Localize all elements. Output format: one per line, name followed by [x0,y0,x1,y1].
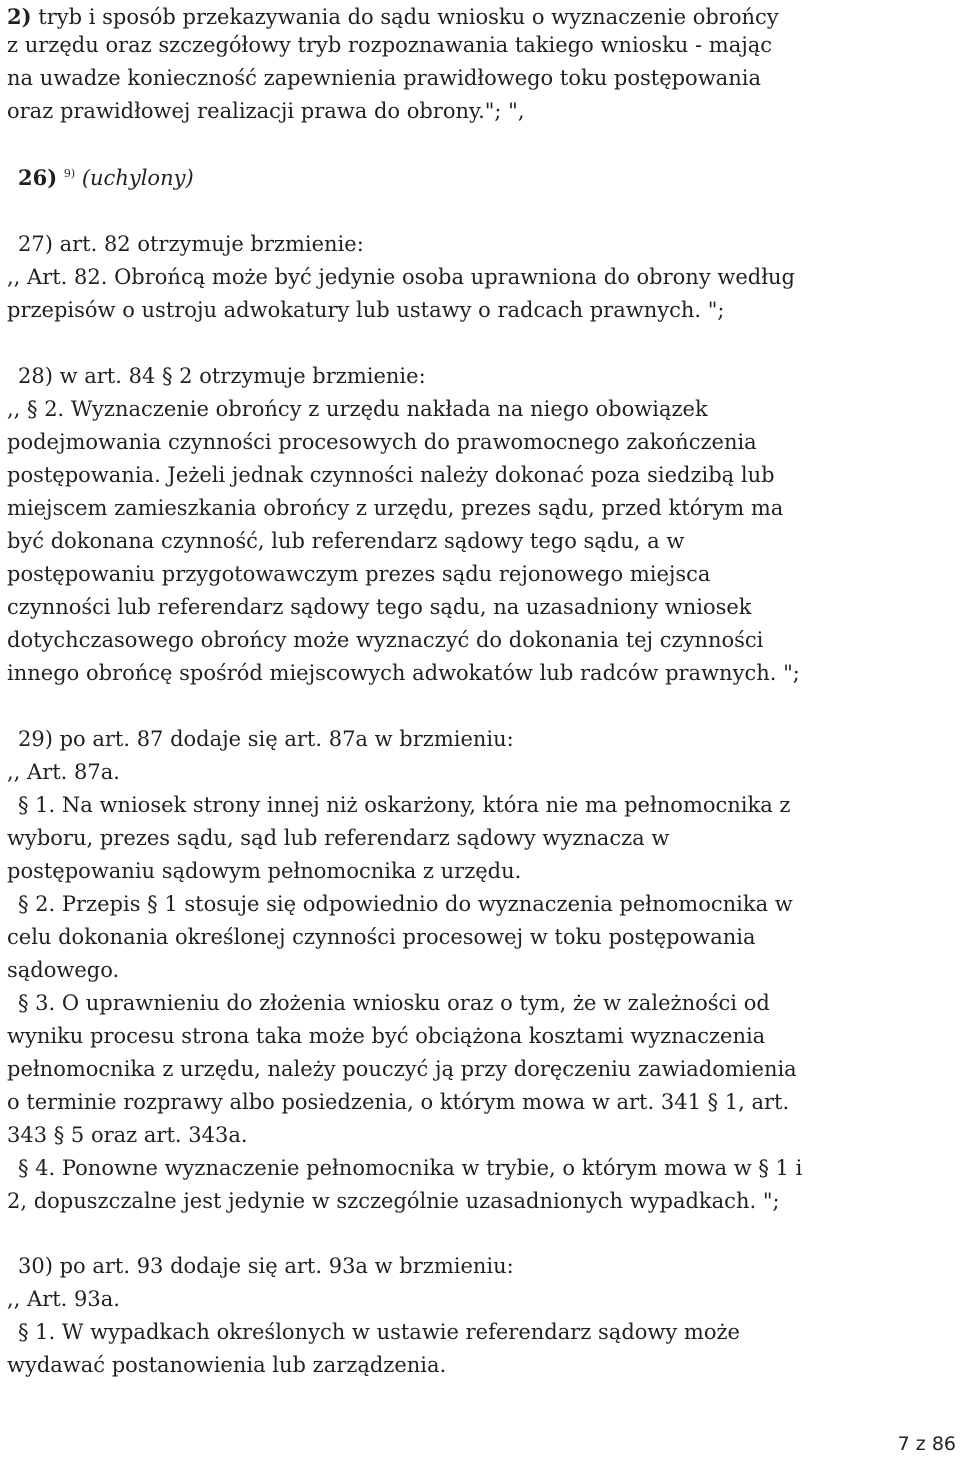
art-87a-s3-line-4: o terminie rozprawy albo posiedzenia, o którym mowa w art. 341 § 1, art. [7,1090,790,1114]
art-87a-s2-line-2: celu dokonania określonej czynności procesowej w toku postępowania [7,925,756,949]
item-30-header: 30) po art. 93 dodaje się art. 93a w brzmieniu: [18,1254,514,1278]
item-28-line-3: postępowania. Jeżeli jednak czynności należy dokonać poza siedzibą lub [7,463,775,487]
art-87a-s4-line-1: § 4. Ponowne wyznaczenie pełnomocnika w trybie, o którym mowa w § 1 i [18,1156,803,1180]
art-93a-s1-line-1: § 1. W wypadkach określonych w ustawie referendarz sądowy może [18,1320,740,1344]
repealed-note: (uchylony) [81,166,194,190]
art-87a-s2-line-3: sądowego. [7,958,120,982]
art-87a-s1-line-1: § 1. Na wniosek strony innej niż oskarżony, która nie ma pełnomocnika z [18,793,791,817]
item-29-header: 29) po art. 87 dodaje się art. 87a w brzmieniu: [18,727,514,751]
item-28-line-4: miejscem zamieszkania obrońcy z urzędu, prezes sądu, przed którym ma [7,496,784,520]
item-28-line-8: dotychczasowego obrońcy może wyznaczyć do dokonania tej czynności [7,628,764,652]
art-93a-s1-line-2: wydawać postanowienia lub zarządzenia. [7,1353,447,1377]
paragraph-2-line-1: 2) tryb i sposób przekazywania do sądu wniosku o wyznaczenie obrońcy [7,4,779,29]
art-93a-heading: ,, Art. 93a. [7,1287,120,1311]
item-28-line-5: być dokonana czynność, lub referendarz sądowy tego sądu, a w [7,529,685,553]
art-87a-s1-line-3: postępowaniu sądowym pełnomocnika z urzędu. [7,859,522,883]
art-87a-s3-line-2: wyniku procesu strona taka może być obciążona kosztami wyznaczenia [7,1024,766,1048]
item-28-line-6: postępowaniu przygotowawczym prezes sądu rejonowego miejsca [7,562,711,586]
art-87a-s3-line-5: 343 § 5 oraz art. 343a. [7,1123,248,1147]
art-87a-s3-line-3: pełnomocnika z urzędu, należy pouczyć ją przy doręczeniu zawiadomienia [7,1057,797,1081]
art-87a-s2-line-1: § 2. Przepis § 1 stosuje się odpowiednio do wyznaczenia pełnomocnika w [18,892,793,916]
item-27-line-2: przepisów o ustroju adwokatury lub ustawy o radcach prawnych. "; [7,298,725,322]
paragraph-2-line-3: na uwadze konieczność zapewnienia prawidłowego toku postępowania [7,66,761,90]
item-26 [18,161,946,195]
page-number: 7 z 86 [897,1433,956,1455]
item-28-line-7: czynności lub referendarz sądowy tego sądu, na uzasadniony wniosek [7,595,752,619]
art-87a-s3-line-1: § 3. O uprawnieniu do złożenia wniosku oraz o tym, że w zależności od [18,991,770,1015]
art-87a-s4-line-2: 2, dopuszczalne jest jedynie w szczególnie uzasadnionych wypadkach. "; [7,1189,780,1213]
paragraph-2-line-2: z urzędu oraz szczegółowy tryb rozpoznawania takiego wniosku - mając [7,33,773,57]
item-27-header: 27) art. 82 otrzymuje brzmienie: [18,232,364,256]
item-number: 26) [18,165,58,190]
art-87a-heading: ,, Art. 87a. [7,760,120,784]
item-28-line-1: ,, § 2. Wyznaczenie obrońcy z urzędu nakłada na niego obowiązek [7,397,708,421]
item-28-line-2: podejmowania czynności procesowych do prawomocnego zakończenia [7,430,757,454]
item-28-line-9: innego obrońcę spośród miejscowych adwokatów lub radców prawnych. "; [7,661,800,685]
footnote-ref: 9) [63,167,76,180]
item-28-header: 28) w art. 84 § 2 otrzymuje brzmienie: [18,364,426,388]
item-27-line-1: ,, Art. 82. Obrońcą może być jedynie osoba uprawniona do obrony według [7,265,795,289]
art-87a-s1-line-2: wyboru, prezes sądu, sąd lub referendarz sądowy wyznacza w [7,826,670,850]
item-number: 2) [7,4,32,29]
paragraph-2-line-4: oraz prawidłowej realizacji prawa do obrony."; ", [7,99,525,123]
